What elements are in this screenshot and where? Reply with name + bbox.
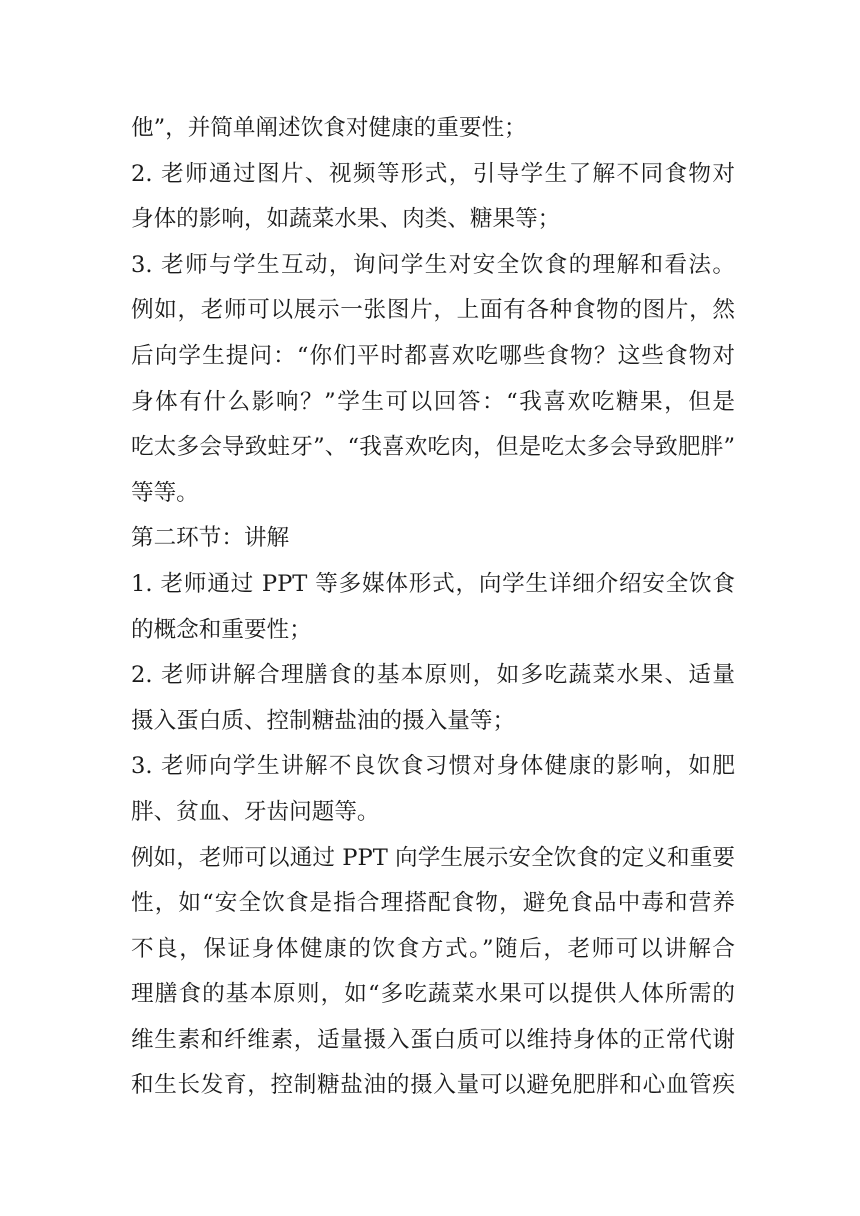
text-line: 2. 老师讲解合理膳食的基本原则，如多吃蔬菜水果、适量 <box>131 662 735 689</box>
text-line: 理膳食的基本原则，如“多吃蔬菜水果可以提供人体所需的 <box>131 981 735 1008</box>
text-line: 3. 老师与学生互动，询问学生对安全饮食的理解和看法。 <box>131 251 735 278</box>
text-line: 性，如“安全饮食是指合理搭配食物，避免食品中毒和营养 <box>131 890 735 917</box>
text-line: 1. 老师通过 PPT 等多媒体形式，向学生详细介绍安全饮食 <box>131 570 735 597</box>
text-line: 他”，并简单阐述饮食对健康的重要性； <box>131 115 527 141</box>
text-line: 例如，老师可以通过 PPT 向学生展示安全饮食的定义和重要 <box>131 844 735 871</box>
text-line: 的概念和重要性； <box>131 616 312 643</box>
text-line: 2. 老师通过图片、视频等形式，引导学生了解不同食物对 <box>131 160 735 187</box>
text-line: 和生长发育，控制糖盐油的摄入量可以避免肥胖和心血管疾 <box>131 1072 735 1099</box>
text-line: 吃太多会导致蛀牙”、“我喜欢吃肉，但是吃太多会导致肥胖” <box>131 434 735 461</box>
text-line: 胖、贫血、牙齿问题等。 <box>131 798 380 825</box>
text-line: 摄入蛋白质、控制糖盐油的摄入量等； <box>131 707 516 734</box>
text-line: 等等。 <box>131 479 199 506</box>
section-heading: 第二环节：讲解 <box>131 525 290 552</box>
text-line: 身体有什么影响？”学生可以回答：“我喜欢吃糖果，但是 <box>131 388 735 415</box>
text-line: 身体的影响，如蔬菜水果、肉类、糖果等； <box>131 206 561 233</box>
text-line: 维生素和纤维素，适量摄入蛋白质可以维持身体的正常代谢 <box>131 1026 735 1053</box>
text-line: 后向学生提问：“你们平时都喜欢吃哪些食物？这些食物对 <box>131 342 735 369</box>
text-line: 例如，老师可以展示一张图片，上面有各种食物的图片，然 <box>131 297 735 324</box>
document-body <box>131 106 735 1109</box>
text-line: 3. 老师向学生讲解不良饮食习惯对身体健康的影响，如肥 <box>131 753 735 780</box>
text-line: 不良，保证身体健康的饮食方式。”随后，老师可以讲解合 <box>131 935 735 962</box>
